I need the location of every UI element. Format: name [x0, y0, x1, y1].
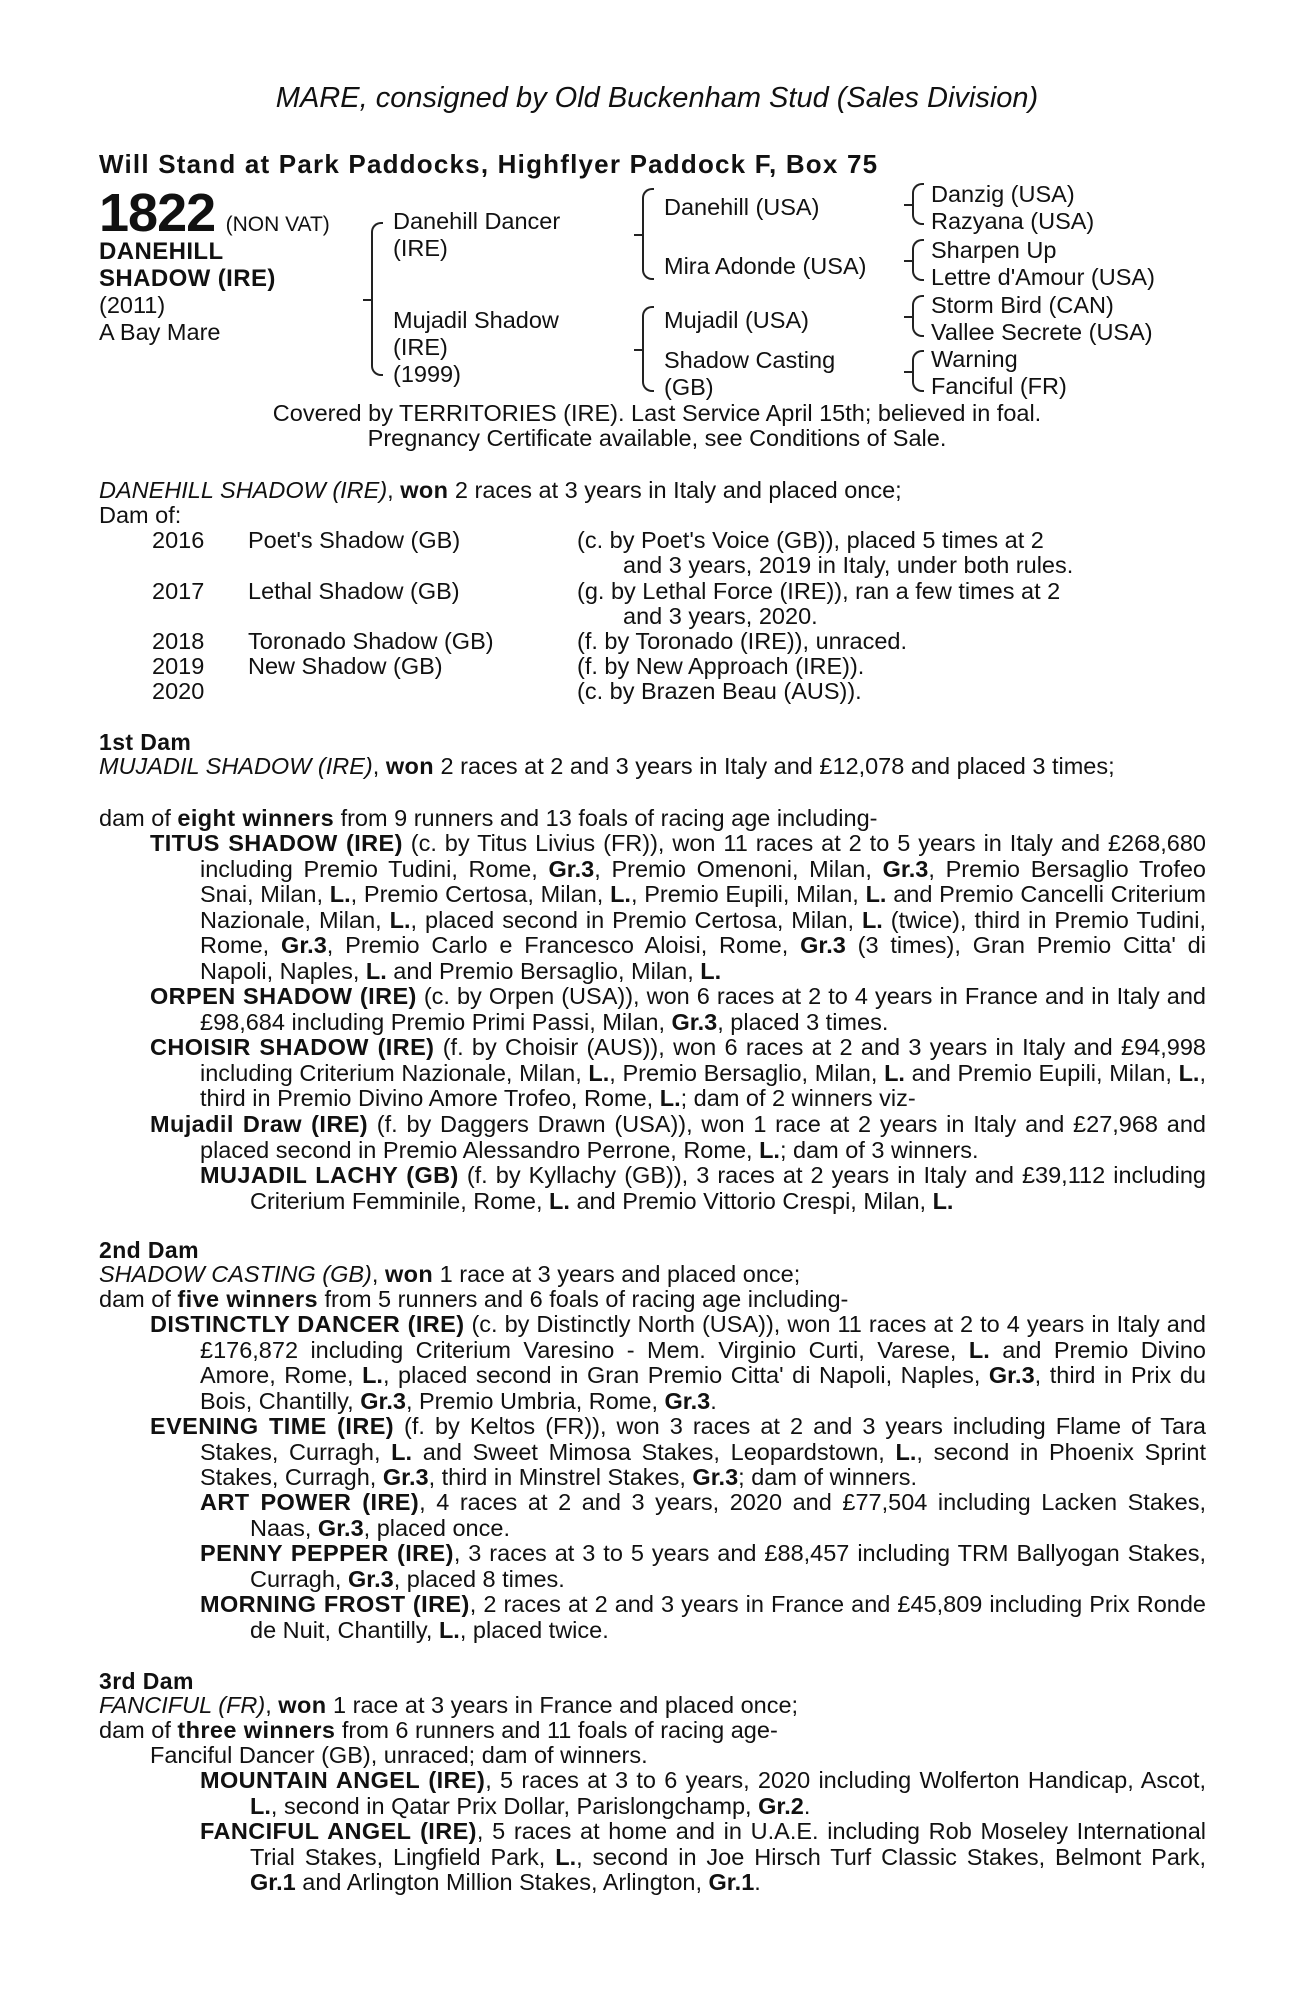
produce-year: 2016 — [152, 527, 205, 553]
race-grade: Gr.3 — [988, 1362, 1035, 1388]
record-text: , Premio Certosa, Milan, — [350, 881, 611, 907]
record-text: (c. by Orpen (USA)), won 6 races at 2 to 4 years in France and in Italy and £98,684 including Premio Primi Passi, Milan, — [200, 983, 1206, 1035]
record-text: , second in Qatar Prix Dollar, Parislongchamp, — [270, 1792, 759, 1819]
horse-year: (2011) — [99, 292, 166, 318]
progeny-name: EVENING TIME (IRE) — [150, 1413, 395, 1439]
progeny-art-power — [200, 1490, 1206, 1541]
mare-record-text: 2 races at 3 years in Italy and placed once; — [448, 477, 902, 503]
progeny-name: CHOISIR SHADOW (IRE) — [150, 1034, 435, 1060]
winners-count: five winners — [177, 1286, 318, 1312]
race-grade: Gr.1 — [708, 1869, 755, 1895]
progeny-name: ORPEN SHADOW (IRE) — [150, 983, 417, 1009]
horse-description: A Bay Mare — [99, 319, 221, 345]
third-dam-record-text: 1 race at 3 years in France and placed once; — [326, 1692, 799, 1718]
pregnancy-note: Pregnancy Certificate available, see Conditions of Sale. — [367, 425, 947, 451]
dam-dam-line2: (GB) — [664, 374, 714, 400]
race-grade: L. — [329, 881, 351, 907]
race-grade: Gr.3 — [882, 855, 929, 882]
race-grade: L. — [865, 881, 887, 907]
race-grade: Gr.3 — [800, 932, 846, 958]
third-dam-name: FANCIFUL (FR) — [99, 1692, 266, 1718]
record-text: ; dam of 2 winners viz- — [680, 1085, 916, 1111]
race-grade: L. — [932, 1187, 954, 1214]
record-text: , third in Premio Divino Amore Trofeo, Rome, — [200, 1059, 1206, 1111]
race-grade: L. — [549, 1187, 570, 1214]
race-grade: L. — [555, 1843, 577, 1870]
record-text: ; dam of winners. — [738, 1464, 918, 1490]
progeny-name: MOUNTAIN ANGEL (IRE) — [200, 1767, 486, 1793]
race-grade: L. — [861, 906, 883, 933]
dam-sire-dam: Vallee Secrete (USA) — [931, 319, 1153, 345]
race-grade: Gr.3 — [317, 1514, 364, 1541]
record-text: , placed once. — [363, 1514, 510, 1541]
record-text: and Premio Vittorio Crespi, Milan, — [569, 1187, 933, 1214]
dam-of-suffix: from 6 runners and 11 foals of racing age- — [335, 1717, 778, 1743]
pedigree-brace-4 — [912, 183, 924, 225]
second-dam-won: won — [384, 1261, 434, 1287]
lot-number-line — [99, 182, 330, 244]
second-dam-name: SHADOW CASTING (GB) — [99, 1261, 372, 1287]
record-text: , placed 3 times. — [717, 1008, 889, 1035]
record-text: (f. by Daggers Drawn (USA)), won 1 race at 2 years in Italy and £27,968 and placed second in Premio Alessandro Perrone, Rome, — [200, 1111, 1206, 1163]
third-dam-heading: 3rd Dam — [99, 1668, 194, 1694]
sire-sire-sire: Danzig (USA) — [931, 181, 1075, 207]
produce-name: Poet's Shadow (GB) — [248, 527, 461, 553]
race-grade: L. — [759, 1136, 780, 1163]
first-dam-record-text: 2 races at 2 and 3 years in Italy and £12,078 and placed 3 times; — [434, 753, 1115, 779]
lot-number: 1822 — [99, 183, 216, 243]
record-text: and Premio Eupili, Milan, — [904, 1059, 1179, 1086]
dam-country: (IRE) — [393, 334, 448, 360]
produce-detail: (f. by Toronado (IRE)), unraced. — [577, 628, 908, 654]
stand-location: Will Stand at Park Paddocks, Highflyer Paddock F, Box 75 — [99, 149, 879, 179]
progeny-morning-frost — [200, 1592, 1206, 1643]
page-title: MARE, consigned by Old Buckenham Stud (Sales Division) — [275, 82, 1039, 114]
first-dam-name: MUJADIL SHADOW (IRE) — [99, 753, 373, 779]
race-grade: L. — [362, 1362, 383, 1388]
progeny-penny-pepper — [200, 1541, 1206, 1592]
produce-detail: (g. by Lethal Force (IRE)), ran a few times at 2 — [577, 578, 1061, 604]
record-text: , placed 8 times. — [393, 1565, 565, 1592]
race-grade: Gr.3 — [281, 932, 327, 958]
dam-dam-dam: Fanciful (FR) — [931, 373, 1067, 399]
pedigree-brace-7 — [912, 350, 924, 392]
mare-name: DANEHILL SHADOW (IRE) — [99, 477, 388, 503]
record-text: and Arlington Million Stakes, Arlington, — [295, 1869, 709, 1895]
sire-dam-dam: Lettre d'Amour (USA) — [931, 264, 1155, 290]
second-dam-record-text: 1 race at 3 years and placed once; — [433, 1261, 801, 1287]
record-text: (c. by Titus Livius (FR)), won 11 races at 2 to 5 years in Italy and £268,680 including Premio Tudini, Rome, — [200, 830, 1206, 882]
produce-detail: and 3 years, 2019 in Italy, under both rules. — [623, 552, 1074, 578]
progeny-name: MUJADIL LACHY (GB) — [200, 1162, 459, 1188]
progeny-mountain-angel — [200, 1768, 1206, 1819]
record-text: , Premio Bersaglio Trofeo Snai, Milan, — [200, 855, 1207, 907]
progeny-name: ART POWER (IRE) — [200, 1489, 420, 1515]
produce-year: 2017 — [152, 578, 205, 604]
sire-country: (IRE) — [393, 235, 448, 261]
covered-note: Covered by TERRITORIES (IRE). Last Service April 15th; believed in foal. — [272, 400, 1042, 426]
third-dam-won: won — [278, 1692, 327, 1718]
dam-sire-sire: Storm Bird (CAN) — [931, 292, 1114, 318]
pedigree-brace-1 — [371, 222, 383, 376]
horse-name-line2: SHADOW (IRE) — [99, 265, 276, 292]
record-text: (f. by Kyllachy (GB)), 3 races at 2 years in Italy and £39,112 including Criterium Femminile, Rome, — [250, 1162, 1206, 1214]
sire-dam-sire: Sharpen Up — [931, 237, 1057, 263]
progeny-name: DISTINCTLY DANCER (IRE) — [150, 1311, 465, 1337]
record-text: , Premio Umbria, Rome, — [405, 1387, 665, 1414]
vat-status: (NON VAT) — [225, 213, 330, 236]
race-grade: L. — [968, 1336, 990, 1363]
record-text: . — [803, 1792, 811, 1819]
record-text: , Premio Carlo e Francesco Aloisi, Rome, — [326, 932, 801, 958]
race-grade: L. — [895, 1438, 917, 1465]
progeny-name: Mujadil Draw (IRE) — [150, 1111, 368, 1137]
record-text: (f. by Keltos (FR)), won 3 races at 2 and 3 years including Flame of Tara Stakes, Curragh, — [200, 1413, 1206, 1465]
race-grade: Gr.1 — [250, 1869, 296, 1895]
mare-won: won — [400, 477, 449, 503]
mare-record: DANEHILL SHADOW (IRE), won 2 races at 3 years in Italy and placed once; — [99, 477, 902, 503]
race-grade: L. — [250, 1792, 271, 1819]
race-grade: L. — [700, 957, 722, 984]
record-text: , 3 races at 3 to 5 years and £88,457 including TRM Ballyogan Stakes, Curragh, — [250, 1540, 1206, 1592]
third-dam-produce — [99, 1718, 778, 1744]
race-grade: L. — [588, 1059, 610, 1086]
third-dam-record: FANCIFUL (FR), won 1 race at 3 years in France and placed once; — [99, 1692, 799, 1718]
pedigree-brace-2 — [642, 188, 654, 280]
record-text: (f. by Choisir (AUS)), won 6 races at 2 and 3 years in Italy and £94,998 including Criterium Nazionale, Milan, — [200, 1034, 1206, 1086]
dam-of-prefix: dam of — [99, 1286, 178, 1312]
race-grade: Gr.3 — [360, 1387, 406, 1414]
dam-of-prefix: dam of — [99, 1717, 178, 1743]
horse-name-line1: DANEHILL — [99, 238, 224, 265]
produce-detail: (c. by Brazen Beau (AUS)). — [577, 678, 862, 704]
produce-year: 2019 — [152, 653, 205, 679]
progeny-mujadil-lachy — [200, 1163, 1206, 1214]
record-text: , 5 races at home and in U.A.E. including Rob Moseley International Trial Stakes, Lingfield Park, — [250, 1818, 1207, 1870]
race-grade: L. — [884, 1059, 905, 1086]
first-dam-produce — [99, 806, 877, 832]
record-text: , placed second in Premio Certosa, Milan, — [410, 906, 862, 933]
sire-sire-dam: Razyana (USA) — [931, 208, 1095, 234]
record-text: (3 times), Gran Premio Citta' di Napoli, Naples, — [200, 932, 1206, 984]
race-grade: L. — [365, 957, 387, 984]
race-grade: Gr.3 — [664, 1387, 711, 1414]
record-text: , Premio Bersaglio, Milan, — [609, 1059, 885, 1086]
record-text: . — [710, 1387, 717, 1414]
race-grade: Gr.3 — [671, 1008, 718, 1035]
pedigree-brace-6 — [912, 295, 924, 337]
race-grade: L. — [1178, 1059, 1200, 1086]
pedigree-brace-3 — [642, 306, 654, 392]
dam-of-suffix: from 9 runners and 13 foals of racing age including- — [334, 805, 878, 831]
record-text: and Premio Cancelli Criterium Nazionale, Milan, — [200, 881, 1206, 933]
record-text: . — [754, 1869, 761, 1895]
record-text: , 4 races at 2 and 3 years, 2020 and £77,504 including Lacken Stakes, Naas, — [250, 1489, 1206, 1541]
first-dam-record: MUJADIL SHADOW (IRE), won 2 races at 2 and 3 years in Italy and £12,078 and placed 3 times; — [99, 753, 1115, 779]
dam-of-label: Dam of: — [99, 502, 182, 528]
first-dam-heading: 1st Dam — [99, 729, 192, 755]
sire-dam: Mira Adonde (USA) — [664, 253, 867, 279]
dam-sire: Mujadil (USA) — [664, 307, 809, 333]
record-text: , third in Prix du Bois, Chantilly, — [200, 1362, 1206, 1414]
progeny-fanciful-dancer: Fanciful Dancer (GB), unraced; dam of winners. — [150, 1742, 648, 1768]
progeny-titus-shadow — [150, 831, 1206, 984]
progeny-fanciful-angel — [200, 1819, 1206, 1896]
race-grade: L. — [438, 1616, 460, 1643]
second-dam-record: SHADOW CASTING (GB), won 1 race at 3 years and placed once; — [99, 1261, 801, 1287]
progeny-name: MORNING FROST (IRE) — [200, 1591, 470, 1617]
race-grade: L. — [659, 1085, 681, 1111]
record-text: , 5 races at 3 to 6 years, 2020 including Wolferton Handicap, Ascot, — [485, 1767, 1207, 1793]
progeny-name: TITUS SHADOW (IRE) — [150, 830, 403, 856]
pedigree-brace-5 — [912, 239, 924, 281]
progeny-name: PENNY PEPPER (IRE) — [200, 1540, 454, 1566]
produce-year: 2018 — [152, 628, 205, 654]
record-text: , Premio Eupili, Milan, — [630, 881, 866, 907]
produce-name: Lethal Shadow (GB) — [248, 578, 460, 604]
race-grade: Gr.3 — [382, 1464, 429, 1490]
produce-name: Toronado Shadow (GB) — [248, 628, 494, 654]
second-dam-heading: 2nd Dam — [99, 1237, 199, 1263]
race-grade: L. — [391, 1438, 413, 1465]
record-text: , Premio Omenoni, Milan, — [594, 855, 883, 882]
record-text: , second in Joe Hirsch Turf Classic Stakes, Belmont Park, — [576, 1843, 1206, 1870]
record-text: , placed second in Gran Premio Citta' di Napoli, Naples, — [382, 1362, 989, 1388]
progeny-evening-time — [150, 1414, 1206, 1491]
dam-of-suffix: from 5 runners and 6 foals of racing age including- — [318, 1286, 849, 1312]
record-text: (twice), third in Premio Tudini, Rome, — [200, 906, 1206, 958]
winners-count: eight winners — [177, 805, 335, 831]
produce-name: New Shadow (GB) — [248, 653, 443, 679]
progeny-distinctly-dancer — [150, 1312, 1206, 1414]
sire-sire: Danehill (USA) — [664, 194, 820, 220]
first-dam-won: won — [385, 753, 435, 779]
record-text: and Sweet Mimosa Stakes, Leopardstown, — [412, 1438, 896, 1465]
winners-count: three winners — [177, 1717, 336, 1743]
progeny-mujadil-draw — [150, 1112, 1206, 1163]
dam: Mujadil Shadow — [393, 307, 559, 333]
record-text: (c. by Distinctly North (USA)), won 11 races at 2 to 4 years in Italy and £176,872 including Criterium Varesino - Mem. Virginio Curti, Varese, — [200, 1311, 1206, 1363]
record-text: and Premio Bersaglio, Milan, — [386, 957, 701, 984]
progeny-choisir-shadow — [150, 1035, 1206, 1112]
sire: Danehill Dancer — [393, 208, 561, 234]
progeny-name: FANCIFUL ANGEL (IRE) — [200, 1818, 477, 1844]
record-text: , second in Phoenix Sprint Stakes, Curragh, — [200, 1438, 1206, 1490]
produce-detail: (f. by New Approach (IRE)). — [577, 653, 865, 679]
record-text: ; dam of 3 winners. — [779, 1136, 979, 1163]
dam-of-prefix: dam of — [99, 805, 178, 831]
produce-detail: and 3 years, 2020. — [623, 603, 818, 629]
race-grade: L. — [610, 881, 631, 907]
produce-detail: (c. by Poet's Voice (GB)), placed 5 times at 2 — [577, 527, 1044, 553]
progeny-orpen-shadow — [150, 984, 1206, 1035]
dam-year: (1999) — [393, 361, 461, 387]
record-text: , 2 races at 2 and 3 years in France and £45,809 including Prix Ronde de Nuit, Chantilly, — [250, 1591, 1206, 1643]
race-grade: L. — [389, 906, 411, 933]
race-grade: Gr.3 — [347, 1565, 394, 1592]
race-grade: Gr.3 — [548, 855, 595, 882]
produce-year: 2020 — [152, 678, 205, 704]
second-dam-produce — [99, 1287, 848, 1313]
race-grade: Gr.3 — [692, 1464, 739, 1490]
race-grade: Gr.2 — [758, 1792, 804, 1819]
record-text: , third in Minstrel Stakes, — [428, 1464, 693, 1490]
dam-dam-line1: Shadow Casting — [664, 347, 836, 373]
dam-dam-sire: Warning — [931, 346, 1018, 372]
record-text: , placed twice. — [459, 1616, 609, 1643]
record-text: and Premio Divino Amore, Rome, — [200, 1336, 1206, 1388]
